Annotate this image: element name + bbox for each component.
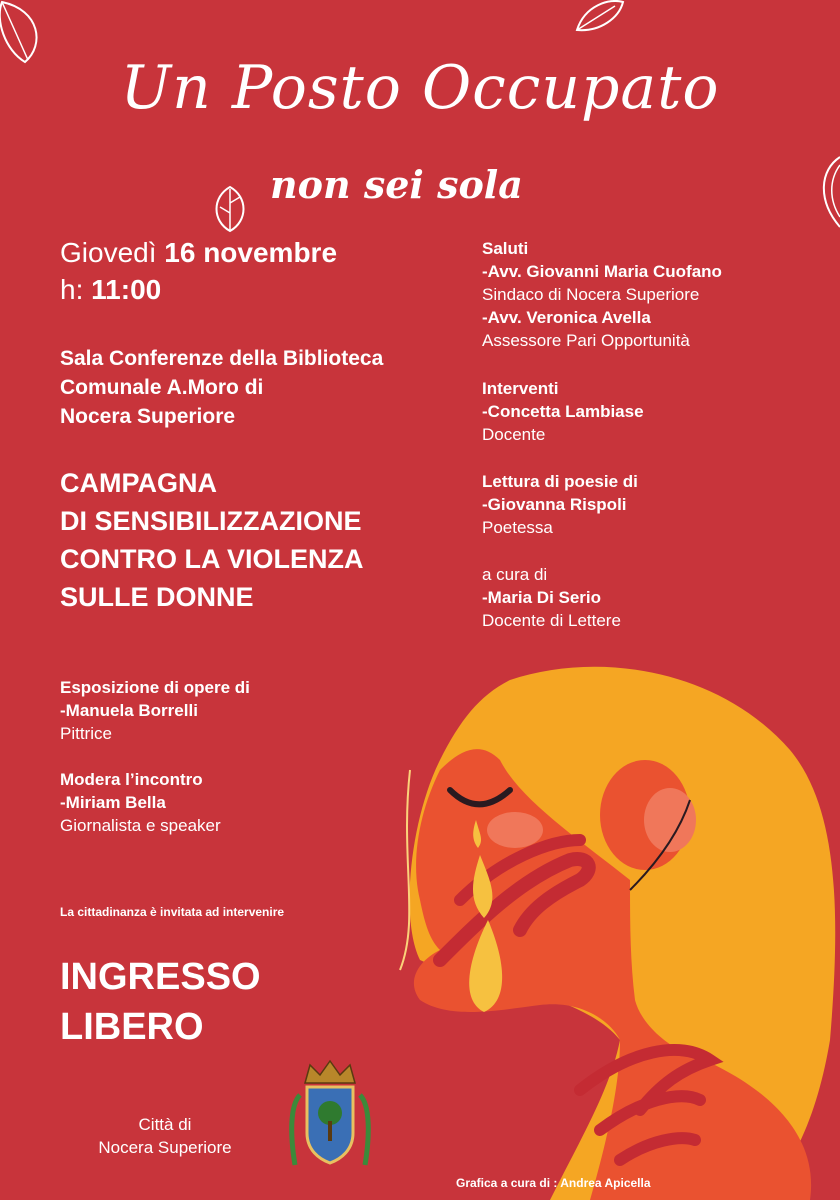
- ingresso-libero: [60, 952, 261, 1052]
- leaf-icon: [210, 185, 250, 233]
- section-heading: Interventi: [482, 379, 559, 398]
- date-prefix: Giovedì: [60, 237, 157, 268]
- section-role: Poetessa: [482, 518, 553, 537]
- venue-line: Nocera Superiore: [60, 405, 236, 428]
- campaign-line: CAMPAGNA: [60, 468, 217, 498]
- event-hour: [60, 273, 161, 307]
- section-esposizione: [60, 676, 250, 745]
- section-name: -Avv. Veronica Avella: [482, 308, 651, 327]
- campaign-line: DI SENSIBILIZZAZIONE: [60, 506, 362, 536]
- page-subtitle: non sei sola: [270, 162, 523, 207]
- page-title: Un Posto Occupato: [120, 53, 720, 123]
- date-value: 16 novembre: [164, 237, 338, 268]
- section-heading: Modera l’incontro: [60, 770, 203, 789]
- hour-value: 11:00: [91, 274, 162, 305]
- section-moderatrice: [60, 768, 221, 837]
- section-name: -Miriam Bella: [60, 793, 166, 812]
- section-name: -Concetta Lambiase: [482, 402, 644, 421]
- section-role: Docente di Lettere: [482, 611, 621, 630]
- section-heading: Saluti: [482, 239, 529, 258]
- section-role: Sindaco di Nocera Superiore: [482, 285, 700, 304]
- section-saluti: [482, 237, 722, 352]
- section-name: -Maria Di Serio: [482, 588, 602, 607]
- section-heading: Lettura di poesie di: [482, 472, 638, 491]
- venue: [60, 344, 460, 431]
- hour-prefix: h:: [60, 274, 84, 305]
- coat-of-arms-icon: [285, 1055, 375, 1175]
- graphic-credit: Grafica a cura di : Andrea Apicella: [456, 1176, 651, 1190]
- ingresso-line: INGRESSO: [60, 956, 261, 998]
- section-role: Docente: [482, 425, 546, 444]
- section-cura: [482, 563, 621, 632]
- campaign-line: CONTRO LA VIOLENZA: [60, 544, 364, 574]
- ingresso-line: LIBERO: [60, 1006, 204, 1048]
- section-name: -Giovanna Rispoli: [482, 495, 627, 514]
- section-role: Pittrice: [60, 724, 112, 743]
- leaf-icon: [575, 0, 625, 35]
- invite-text: La cittadinanza è invitata ad intervenire: [60, 905, 285, 919]
- leaf-icon: [815, 155, 840, 230]
- section-role: Assessore Pari Opportunità: [482, 331, 690, 350]
- section-lettura: [482, 470, 638, 539]
- woman-illustration: [380, 660, 840, 1200]
- campaign-heading: [60, 464, 460, 616]
- citta-line: Nocera Superiore: [98, 1138, 232, 1157]
- campaign-line: SULLE DONNE: [60, 582, 254, 612]
- event-date: [60, 236, 337, 270]
- section-interventi: [482, 377, 644, 446]
- section-role: Giornalista e speaker: [60, 816, 221, 835]
- citta-label: [90, 1113, 240, 1159]
- section-name: -Avv. Giovanni Maria Cuofano: [482, 262, 722, 281]
- venue-line: Comunale A.Moro di: [60, 376, 264, 399]
- venue-line: Sala Conferenze della Biblioteca: [60, 347, 384, 370]
- section-heading: a cura di: [482, 565, 548, 584]
- citta-line: Città di: [138, 1115, 192, 1134]
- section-heading: Esposizione di opere di: [60, 678, 250, 697]
- section-name: -Manuela Borrelli: [60, 701, 198, 720]
